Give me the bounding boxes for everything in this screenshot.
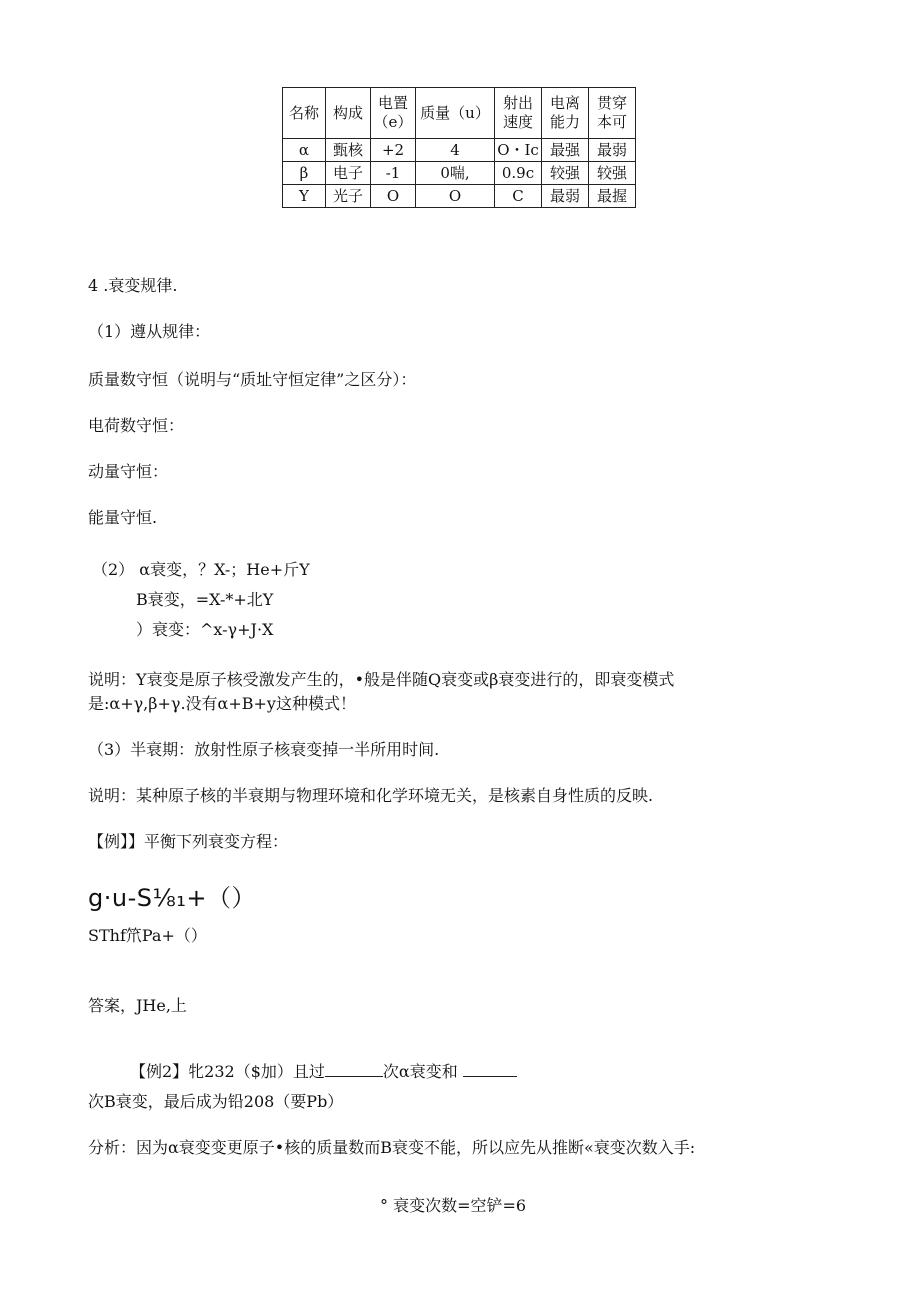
table-cell: 较强: [589, 162, 636, 185]
table-row: [283, 185, 636, 208]
table-cell: +2: [371, 139, 416, 162]
table-cell: 0喘,: [416, 162, 495, 185]
header-mass: 质量（u）: [416, 88, 495, 139]
example-2-text: 次α衰变和: [382, 1062, 458, 1081]
answer-blank[interactable]: [463, 1062, 517, 1077]
table-cell: O: [416, 185, 495, 208]
note-text: 说明：Y衰变是原子核受激发产生的，•般是伴随Q衰变或β衰变进行的，即衰变模式: [88, 670, 675, 689]
table-cell: α: [283, 139, 326, 162]
table-cell: 4: [416, 139, 495, 162]
table-row: [283, 139, 636, 162]
header-composition: 构成: [326, 88, 371, 139]
beta-decay-equation: B衰变，=X-*+北Y: [136, 590, 274, 609]
table-cell: -1: [371, 162, 416, 185]
decay-equation-1: g·u-S⅛₁+（）: [88, 884, 256, 912]
answer-blank[interactable]: [325, 1062, 383, 1077]
table-cell: Y: [283, 185, 326, 208]
table-cell: O・Ic: [495, 139, 542, 162]
decay-equation-2: SThf笊Pa+（）: [88, 926, 207, 945]
table-cell: 最弱: [589, 139, 636, 162]
table-cell: 电子: [326, 162, 371, 185]
gamma-decay-equation: ）衰变：^x-γ+J·X: [136, 620, 274, 639]
radiation-properties-table: [282, 87, 636, 208]
table-row: [283, 162, 636, 185]
example-2-text: 【例2】牝232（$加）且过: [130, 1062, 325, 1081]
note-text: 说明：某种原子核的半衰期与物理环境和化学环境无关，是核素自身性质的反映.: [88, 786, 654, 805]
answer-text: 答案，JHe,上: [88, 996, 187, 1015]
table-cell: 甄核: [326, 139, 371, 162]
subsection-heading: （3）半衰期：放射性原子核衰变掉一半所用时间.: [88, 740, 440, 759]
header-charge: 电置（e）: [371, 88, 416, 139]
table-cell: O: [371, 185, 416, 208]
table-cell: 0.9c: [495, 162, 542, 185]
table-cell: C: [495, 185, 542, 208]
table-cell: 最弱: [542, 185, 589, 208]
header-ionization: 电离能力: [542, 88, 589, 139]
header-name: 名称: [283, 88, 326, 139]
subsection-heading: （1）遵从规律：: [88, 322, 211, 341]
table-header-row: [283, 88, 636, 139]
section-heading: 4 .衰变规律.: [88, 276, 178, 295]
alpha-decay-equation: （2） α衰变，？X-；He+斤Y: [92, 560, 310, 579]
text-line: 质量数守恒（说明与“质址守恒定律”之区分）：: [88, 370, 417, 389]
example-2-continuation: 次B衰变，最后成为铅208（要Pb）: [88, 1092, 344, 1111]
text-line: 能量守恒.: [88, 508, 158, 527]
table-cell: 较强: [542, 162, 589, 185]
table-cell: 最强: [542, 139, 589, 162]
analysis-text: 分析：因为α衰变变更原子•核的质量数而B衰变不能，所以应先从推断«衰变次数入手:: [88, 1138, 696, 1157]
text-line: 动量守恒：: [88, 462, 169, 481]
note-text: 是:α+γ,β+γ.没有α+B+y这种模式！: [88, 694, 356, 713]
example-heading: 【例】】平衡下列衰变方程：: [88, 832, 289, 851]
formula-text: ° 衰变次数=空铲=6: [380, 1196, 527, 1215]
table-cell: β: [283, 162, 326, 185]
header-penetration: 贯穿本可: [589, 88, 636, 139]
header-speed: 射出速度: [495, 88, 542, 139]
table-cell: 最握: [589, 185, 636, 208]
text-line: 电荷数守恒：: [88, 416, 185, 435]
example-2-line: [130, 1062, 517, 1082]
table-cell: 光子: [326, 185, 371, 208]
